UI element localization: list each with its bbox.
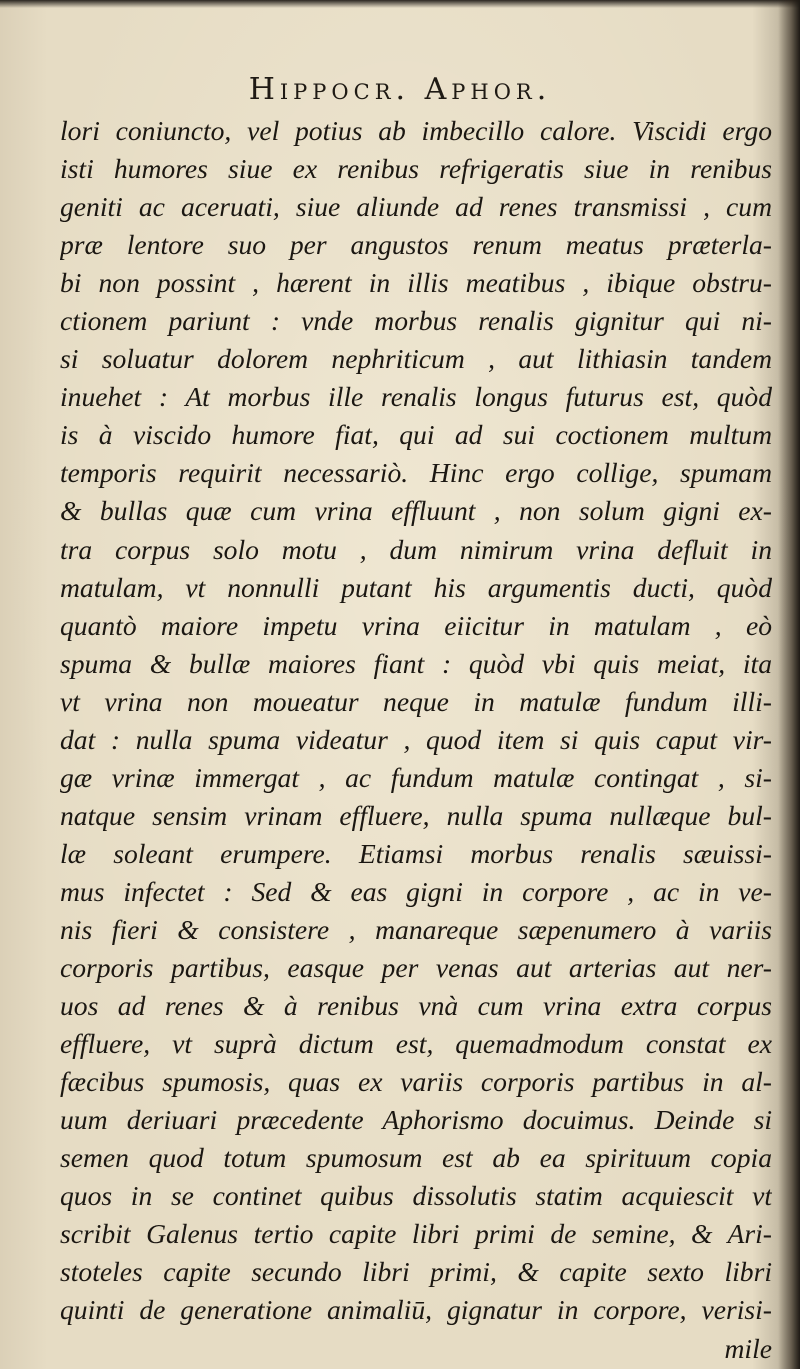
text-line: nis fieri & consistere , manareque sæpenumero à variis xyxy=(60,913,772,945)
text-line: spuma & bullæ maiores fiant : quòd vbi quis meiat, ita xyxy=(60,647,772,679)
text-line: gæ vrinæ immergat , ac fundum matulæ contingat , si- xyxy=(60,761,772,793)
text-line: natque sensim vrinam effluere, nulla spuma nullæque bul- xyxy=(60,799,772,831)
text-line: lori coniuncto, vel potius ab imbecillo calore. Viscidi ergo xyxy=(60,115,772,146)
text-line: inuehet : At morbus ille renalis longus futurus est, quòd xyxy=(60,381,772,413)
text-line: læ soleant erumpere. Etiamsi morbus renalis sæuissi- xyxy=(60,837,772,869)
catchword: mile xyxy=(724,1332,772,1364)
text-line: is à viscido humore fiat, qui ad sui coctionem multum xyxy=(60,419,772,451)
text-line: quantò maiore impetu vrina eiicitur in matulam , eò xyxy=(60,609,772,641)
text-line: & bullas quæ cum vrina effluunt , non solum gigni ex- xyxy=(60,495,772,527)
text-line: stoteles capite secundo libri primi, & capite sexto libri xyxy=(60,1256,772,1288)
text-line: tra corpus solo motu , dum nimirum vrina defluit in xyxy=(60,533,772,565)
text-line: mus infectet : Sed & eas gigni in corpore , ac in ve- xyxy=(60,875,772,907)
text-line: isti humores siue ex renibus refrigeratis siue in renibus xyxy=(60,153,772,185)
text-line: ctionem pariunt : vnde morbus renalis gignitur qui ni- xyxy=(60,305,772,337)
text-line: scribit Galenus tertio capite libri primi de semine, & Ari- xyxy=(60,1218,772,1250)
text-line: si soluatur dolorem nephriticum , aut lithiasin tandem xyxy=(60,343,772,375)
text-line: bi non possint , hærent in illis meatibus , ibique obstru- xyxy=(60,267,772,299)
text-line: effluere, vt suprà dictum est, quemadmodum constat ex xyxy=(60,1028,772,1060)
text-line: præ lentore suo per angustos renum meatus præterla- xyxy=(60,229,772,261)
text-line: quos in se continet quibus dissolutis statim acquiescit vt xyxy=(60,1180,772,1212)
text-line: quinti de generatione animaliū, gignatur in corpore, verisi- xyxy=(60,1294,772,1326)
text-line: dat : nulla spuma videatur , quod item si quis caput vir- xyxy=(60,723,772,755)
text-line: matulam, vt nonnulli putant his argumentis ducti, quòd xyxy=(60,571,772,603)
page-top-shadow xyxy=(0,0,800,8)
running-head: Hippocr. Aphor. xyxy=(248,72,552,107)
text-line: corporis partibus, easque per venas aut arterias aut ner- xyxy=(60,952,772,984)
text-line: uum deriuari præcedente Aphorismo docuimus. Deinde si xyxy=(60,1104,772,1136)
text-line: geniti ac aceruati, siue aliunde ad renes transmissi , cum xyxy=(60,191,772,223)
body-text xyxy=(60,112,772,1368)
text-line: uos ad renes & à renibus vnà cum vrina extra corpus xyxy=(60,990,772,1022)
text-line: vt vrina non moueatur neque in matulæ fundum illi- xyxy=(60,685,772,717)
page-gutter-shadow xyxy=(778,0,800,1369)
text-line: fæcibus spumosis, quas ex variis corporis partibus in al- xyxy=(60,1066,772,1098)
text-line: semen quod totum spumosum est ab ea spirituum copia xyxy=(60,1142,772,1174)
text-line: temporis requirit necessariò. Hinc ergo collige, spumam xyxy=(60,457,772,489)
